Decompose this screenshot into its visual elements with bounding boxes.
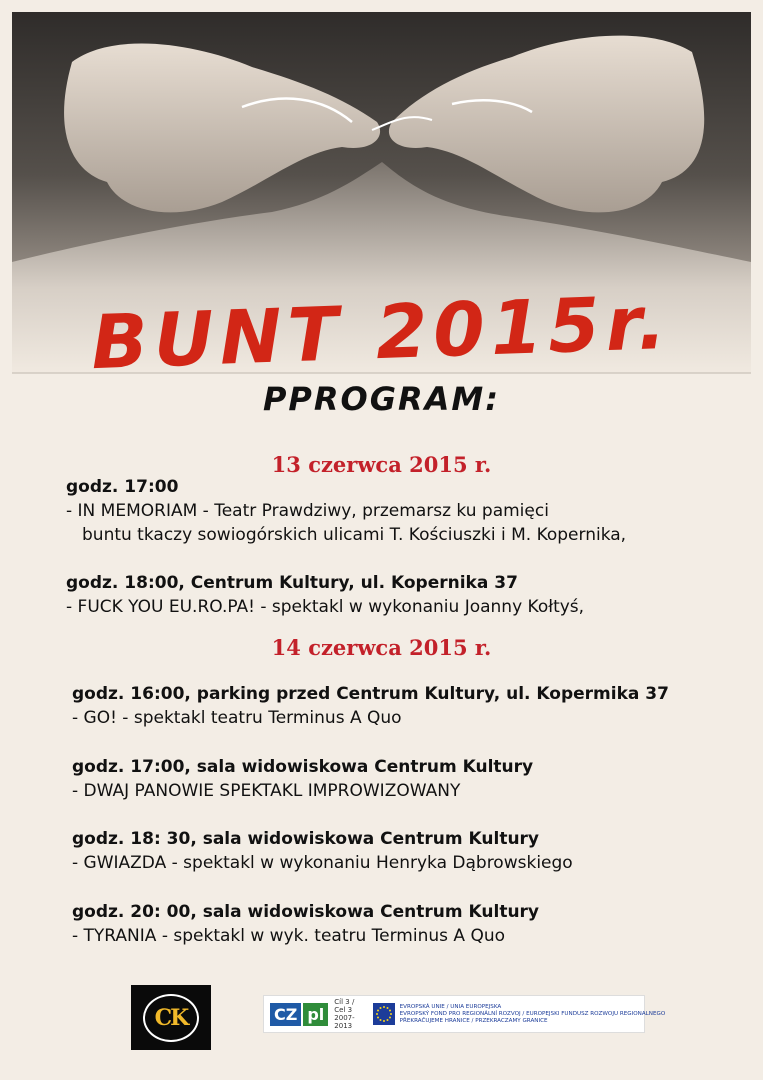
event-time: godz. 16:00, parking przed Centrum Kultury, ul. Kopermika 37: [72, 684, 669, 704]
eu-line1: EVROPSKÁ UNIE / UNIA EUROPEJSKA: [399, 1003, 502, 1010]
centrum-kultury-logo: [131, 985, 211, 1050]
event-go: [72, 682, 669, 730]
day1-date: 13 czerwca 2015 r.: [271, 452, 492, 477]
event-tyrania: [72, 900, 539, 948]
event-in-memoriam: [66, 475, 626, 547]
event-dwaj-panowie: [72, 755, 533, 803]
eu-line2: EVROPSKÝ FOND PRO REGIONÁLNÍ ROZVOJ / EUROPEJSKI FUNDUSZ ROZWOJU REGIONALNEGO: [399, 1010, 666, 1017]
cil-text: [334, 998, 354, 1030]
sponsor-logos: [263, 995, 666, 1033]
event-description: - DWAJ PANOWIE SPEKTAKL IMPROWIZOWANY: [72, 781, 461, 801]
poster-title: BUNT 2015r.: [89, 279, 674, 387]
event-time: godz. 17:00: [66, 477, 179, 497]
eu-text: [400, 1004, 666, 1025]
pl-mark: pl: [303, 1003, 328, 1026]
event-time: godz. 18:00, Centrum Kultury, ul. Kopernika 37: [66, 573, 518, 593]
cz-pl-logo: [270, 998, 355, 1030]
program-heading: PPROGRAM:: [262, 380, 501, 418]
cil-line2: 2007-2013: [334, 1014, 355, 1030]
event-description-cont: buntu tkaczy sowiogórskich ulicami T. Kościuszki i M. Kopernika,: [82, 525, 627, 545]
event-time: godz. 20: 00, sala widowiskowa Centrum Kultury: [72, 902, 540, 922]
event-description: - FUCK YOU EU.RO.PA! - spektakl w wykonaniu Joanny Kołtyś,: [66, 597, 585, 617]
event-fuck-you-europa: [66, 571, 584, 619]
event-time: godz. 18: 30, sala widowiskowa Centrum Kultury: [72, 829, 540, 849]
event-gwiazda: [72, 827, 573, 875]
event-description: - GWIAZDA - spektakl w wykonaniu Henryka Dąbrowskiego: [72, 853, 573, 873]
day2-date: 14 czerwca 2015 r.: [271, 635, 492, 660]
logo-ring: [143, 994, 199, 1042]
event-time: godz. 17:00, sala widowiskowa Centrum Kultury: [72, 757, 534, 777]
eu-flag-icon: [373, 1003, 395, 1025]
logo-monogram: CK: [154, 1004, 188, 1031]
eu-line3: PŘEKRAČUJEME HRANICE / PRZEKRACZAMY GRANICE: [399, 1017, 548, 1024]
event-description: - GO! - spektakl teatru Terminus A Quo: [72, 708, 402, 728]
event-description: - TYRANIA - spektakl w wyk. teatru Terminus A Quo: [72, 926, 505, 946]
event-description: - IN MEMORIAM - Teatr Prawdziwy, przemarsz ku pamięci: [66, 501, 549, 521]
cz-mark: CZ: [270, 1003, 301, 1026]
cil-line1: Cíl 3 / Cel 3: [334, 998, 355, 1014]
